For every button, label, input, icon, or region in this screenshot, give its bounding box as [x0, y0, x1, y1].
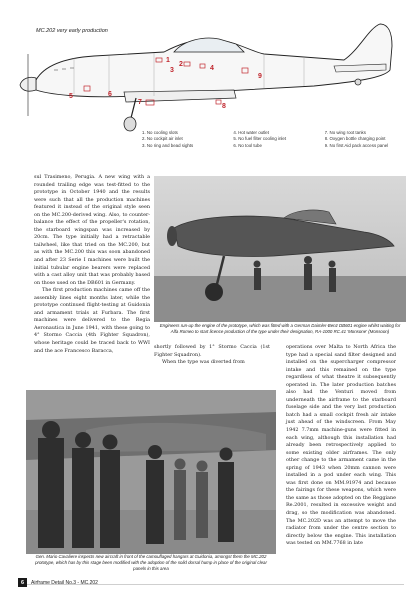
diagram-marker: 8 — [222, 103, 226, 110]
legend-item: 1. No cooling slots — [142, 130, 178, 135]
diagram-marker: 9 — [258, 73, 262, 80]
legend-item: 6. No tool tube — [233, 142, 262, 148]
diagram-marker: 1 — [166, 57, 170, 64]
photo-caption: Engineers run-up the engine of the prototype, which was fitted with a German Daimler-Benz DB601 engine whilst waiting for Alfa Romeo to start licence production of the type under their designation, RA-1000 RC.41 'Monsone' (Monsoon) — [159, 323, 401, 334]
legend-item: 9. No first Aid pack access panel — [324, 142, 389, 148]
diagram-legend — [142, 130, 410, 149]
diagram-marker: 4 — [210, 65, 214, 72]
diagram-marker: 3 — [170, 67, 174, 74]
diagram-marker: 2 — [179, 61, 183, 68]
diagram-marker: 6 — [108, 91, 112, 98]
publication-title: Airframe Detail No.3 - MC.202 — [31, 579, 98, 586]
aircraft-side-profile-diagram — [14, 6, 406, 134]
body-column-2 — [154, 344, 270, 367]
legend-item: 7. No wing root tanks — [324, 130, 366, 135]
body-column-3 — [286, 344, 396, 548]
prototype-engine-run-photo — [154, 176, 406, 322]
legend-item: 4. Hot water outlet — [233, 130, 269, 135]
diagram-marker: 7 — [138, 99, 142, 106]
paragraph: shortly followed by 1° Stormo Caccia (1st Fighter Squadron). — [154, 344, 270, 358]
legend-item: 3. No ring and bead sights — [142, 142, 194, 148]
body-column-1 — [34, 174, 150, 355]
page-number: 6 — [18, 578, 27, 587]
diagram-marker: 5 — [69, 93, 73, 100]
diagram-title: MC.202 very early production — [36, 28, 108, 34]
page-footer — [18, 578, 98, 587]
legend-item: 8. Oxygen bottle charging point — [324, 136, 386, 142]
paragraph: The first production machines came off the assembly lines eight months later, while the prototype continued flight-testing at Guidonia and armament trials at Furbara. The first machines were delivered to the Regia Aeronautica in June 1941, with these going to 4° Stormo Caccia (4th Fighter Squadron), whose heritage could be traced back to WWI and the ace Francesco Baracca, — [34, 287, 150, 354]
photo-caption: Gen. Mario Cavaliere inspects new aircraft in front of the camouflaged hangars at Guidonia, amongst them the MC.202 prototype, which has by this stage been modified with the adoption of the solid dorsal hump in place of the original clear panels in this area — [35, 554, 267, 571]
inspection-group-photo — [26, 390, 276, 554]
paragraph: sul Trasimeno, Perugia. A new wing with a rounded trailing edge was test-fitted to the prototype in October 1940 and the results were such that all the production machines featured it instead of the original style seen on the MC.200-derived wing. Also, to counter-balance the effect of the propeller's rotation, the starboard wingspan was increased by 20cm. The type initially had a retractable tailwheel, like that tried on the MC.200, but as with the MC.200 this was soon abandoned and after 23 Serie I machines were built the initial tubular engine bearers were replaced with a cast alloy unit that was probably based on those used on the DB601 in Germany. — [34, 174, 150, 286]
paragraph: When the type was diverted from — [162, 359, 245, 366]
paragraph: operations over Malta to North Africa the type had a special sand filter designed and installed on the supercharger compressor intake and this remained on the type regardless of what theatre it subsequently operated in. The later production batches also had the Venturi moved from underneath the airframe to the starboard fuselage side and the very last production batch had a small cockpit fresh air intake just ahead of the windscreen. From May 1942 7.7mm machine-guns were fitted in each wing, although this installation had already been retrospectively applied to some existing older airframes. The only other change to the armament came in the spring of 1943 when 20mm cannon were installed in a pod under each wing. This was first done on MM.91974 and because the fairings for these weapons, which were the same as those adopted on the Reggiane Re.2001, resulted in excessive weight and drag, so the modification was abandoned. The MC.202D was an attempt to move the radiator from under the centre section to directly below the engine. This installation was tested on MM.7768 in late — [286, 344, 396, 547]
legend-item: 2. No cockpit air inlet — [142, 136, 183, 142]
legend-item: 5. No fuel filter cooling inlet — [233, 136, 287, 142]
